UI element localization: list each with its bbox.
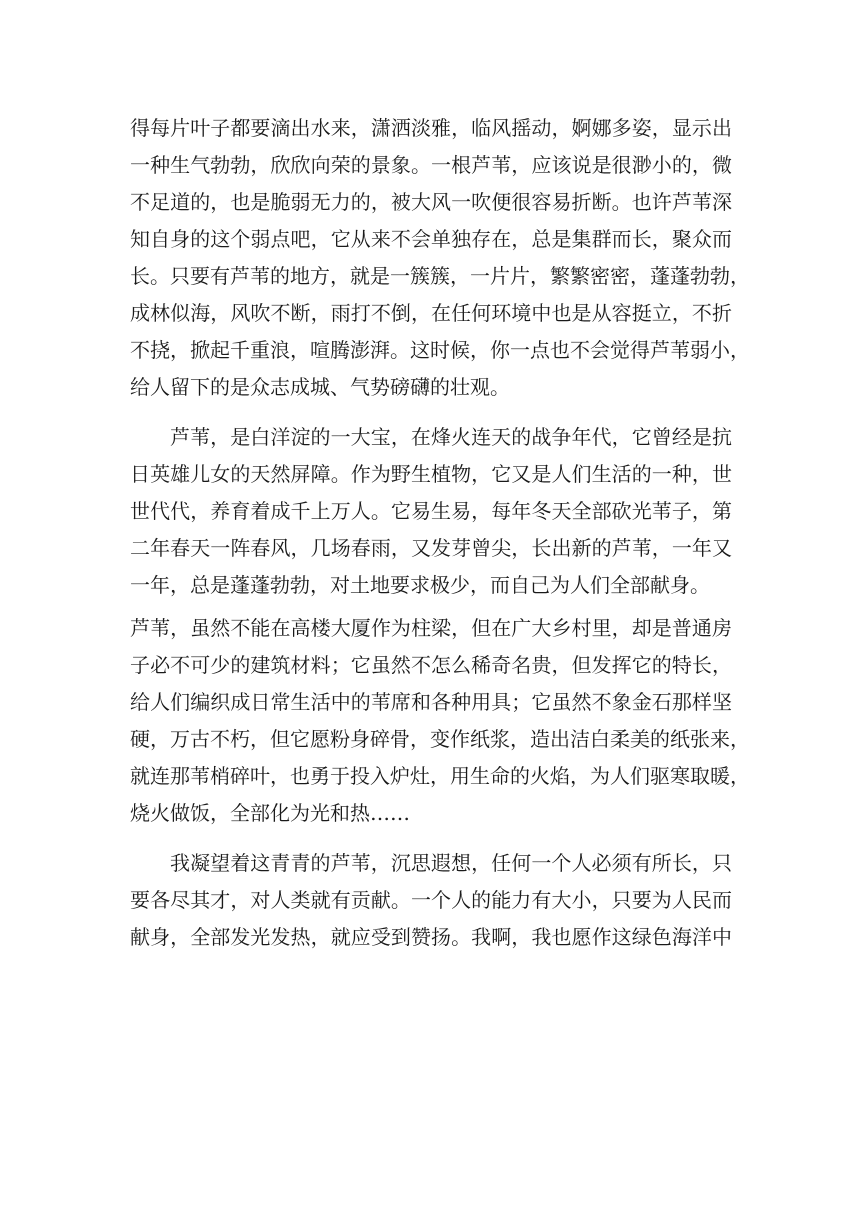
text-line: 成林似海，风吹不断，雨打不倒，在任何环境中也是从容挺立，不折: [130, 301, 732, 325]
text-line: 硬，万古不朽，但它愿粉身碎骨，变作纸浆，造出洁白柔美的纸张来，: [130, 727, 750, 751]
text-line: 日英雄儿女的天然屏障。作为野生植物，它又是人们生活的一种，世: [130, 462, 732, 486]
body-text: [130, 110, 750, 956]
text-line: 要各尽其才，对人类就有贡献。一个人的能力有大小，只要为人民而: [130, 888, 732, 912]
text-line: 我凝望着这青青的芦苇，沉思遐想，任何一个人必须有所长，只: [170, 851, 732, 875]
paragraph-3: [130, 610, 750, 832]
paragraph-gap: [130, 406, 732, 419]
text-line: 子必不可少的建筑材料；它虽然不怎么稀奇名贵，但发挥它的特长，: [130, 653, 732, 677]
text-line: 一年，总是蓬蓬勃勃，对土地要求极少，而自己为人们全部献身。: [130, 573, 710, 597]
text-line: 烧火做饭，全部化为光和热……: [130, 801, 410, 825]
paragraph-1: [130, 110, 750, 406]
text-line: 芦苇，是白洋淀的一大宝，在烽火连天的战争年代，它曾经是抗: [170, 425, 732, 449]
paragraph-2: [130, 419, 732, 604]
text-line: 得每片叶子都要滴出水来，潇洒淡雅，临风摇动，婀娜多姿，显示出: [130, 116, 732, 140]
text-line: 给人们编织成日常生活中的苇席和各种用具；它虽然不象金石那样坚: [130, 690, 732, 714]
text-line: 给人留下的是众志成城、气势磅礴的壮观。: [130, 375, 510, 399]
text-line: 不挠，掀起千重浪，喧腾澎湃。这时候，你一点也不会觉得芦苇弱小，: [130, 338, 750, 362]
text-line: 知自身的这个弱点吧，它从来不会单独存在，总是集群而长，聚众而: [130, 227, 732, 251]
text-line: 不足道的，也是脆弱无力的，被大风一吹便很容易折断。也许芦苇深: [130, 190, 732, 214]
text-line: 献身，全部发光发热，就应受到赞扬。我啊，我也愿作这绿色海洋中: [130, 925, 732, 949]
text-line: 世代代，养育着成千上万人。它易生易，每年冬天全部砍光苇子，第: [130, 499, 732, 523]
text-line: 芦苇，虽然不能在高楼大厦作为柱梁，但在广大乡村里，却是普通房: [130, 616, 732, 640]
text-line: 二年春天一阵春风，几场春雨，又发芽曾尖，长出新的芦苇，一年又: [130, 536, 732, 560]
paragraph-4: [130, 845, 732, 956]
text-line: 一种生气勃勃，欣欣向荣的景象。一根芦苇，应该说是很渺小的，微: [130, 153, 732, 177]
text-line: 就连那苇梢碎叶，也勇于投入炉灶，用生命的火焰，为人们驱寒取暖，: [130, 764, 750, 788]
paragraph-gap: [130, 832, 732, 845]
text-line: 长。只要有芦苇的地方，就是一簇簇，一片片，繁繁密密，蓬蓬勃勃，: [130, 264, 750, 288]
